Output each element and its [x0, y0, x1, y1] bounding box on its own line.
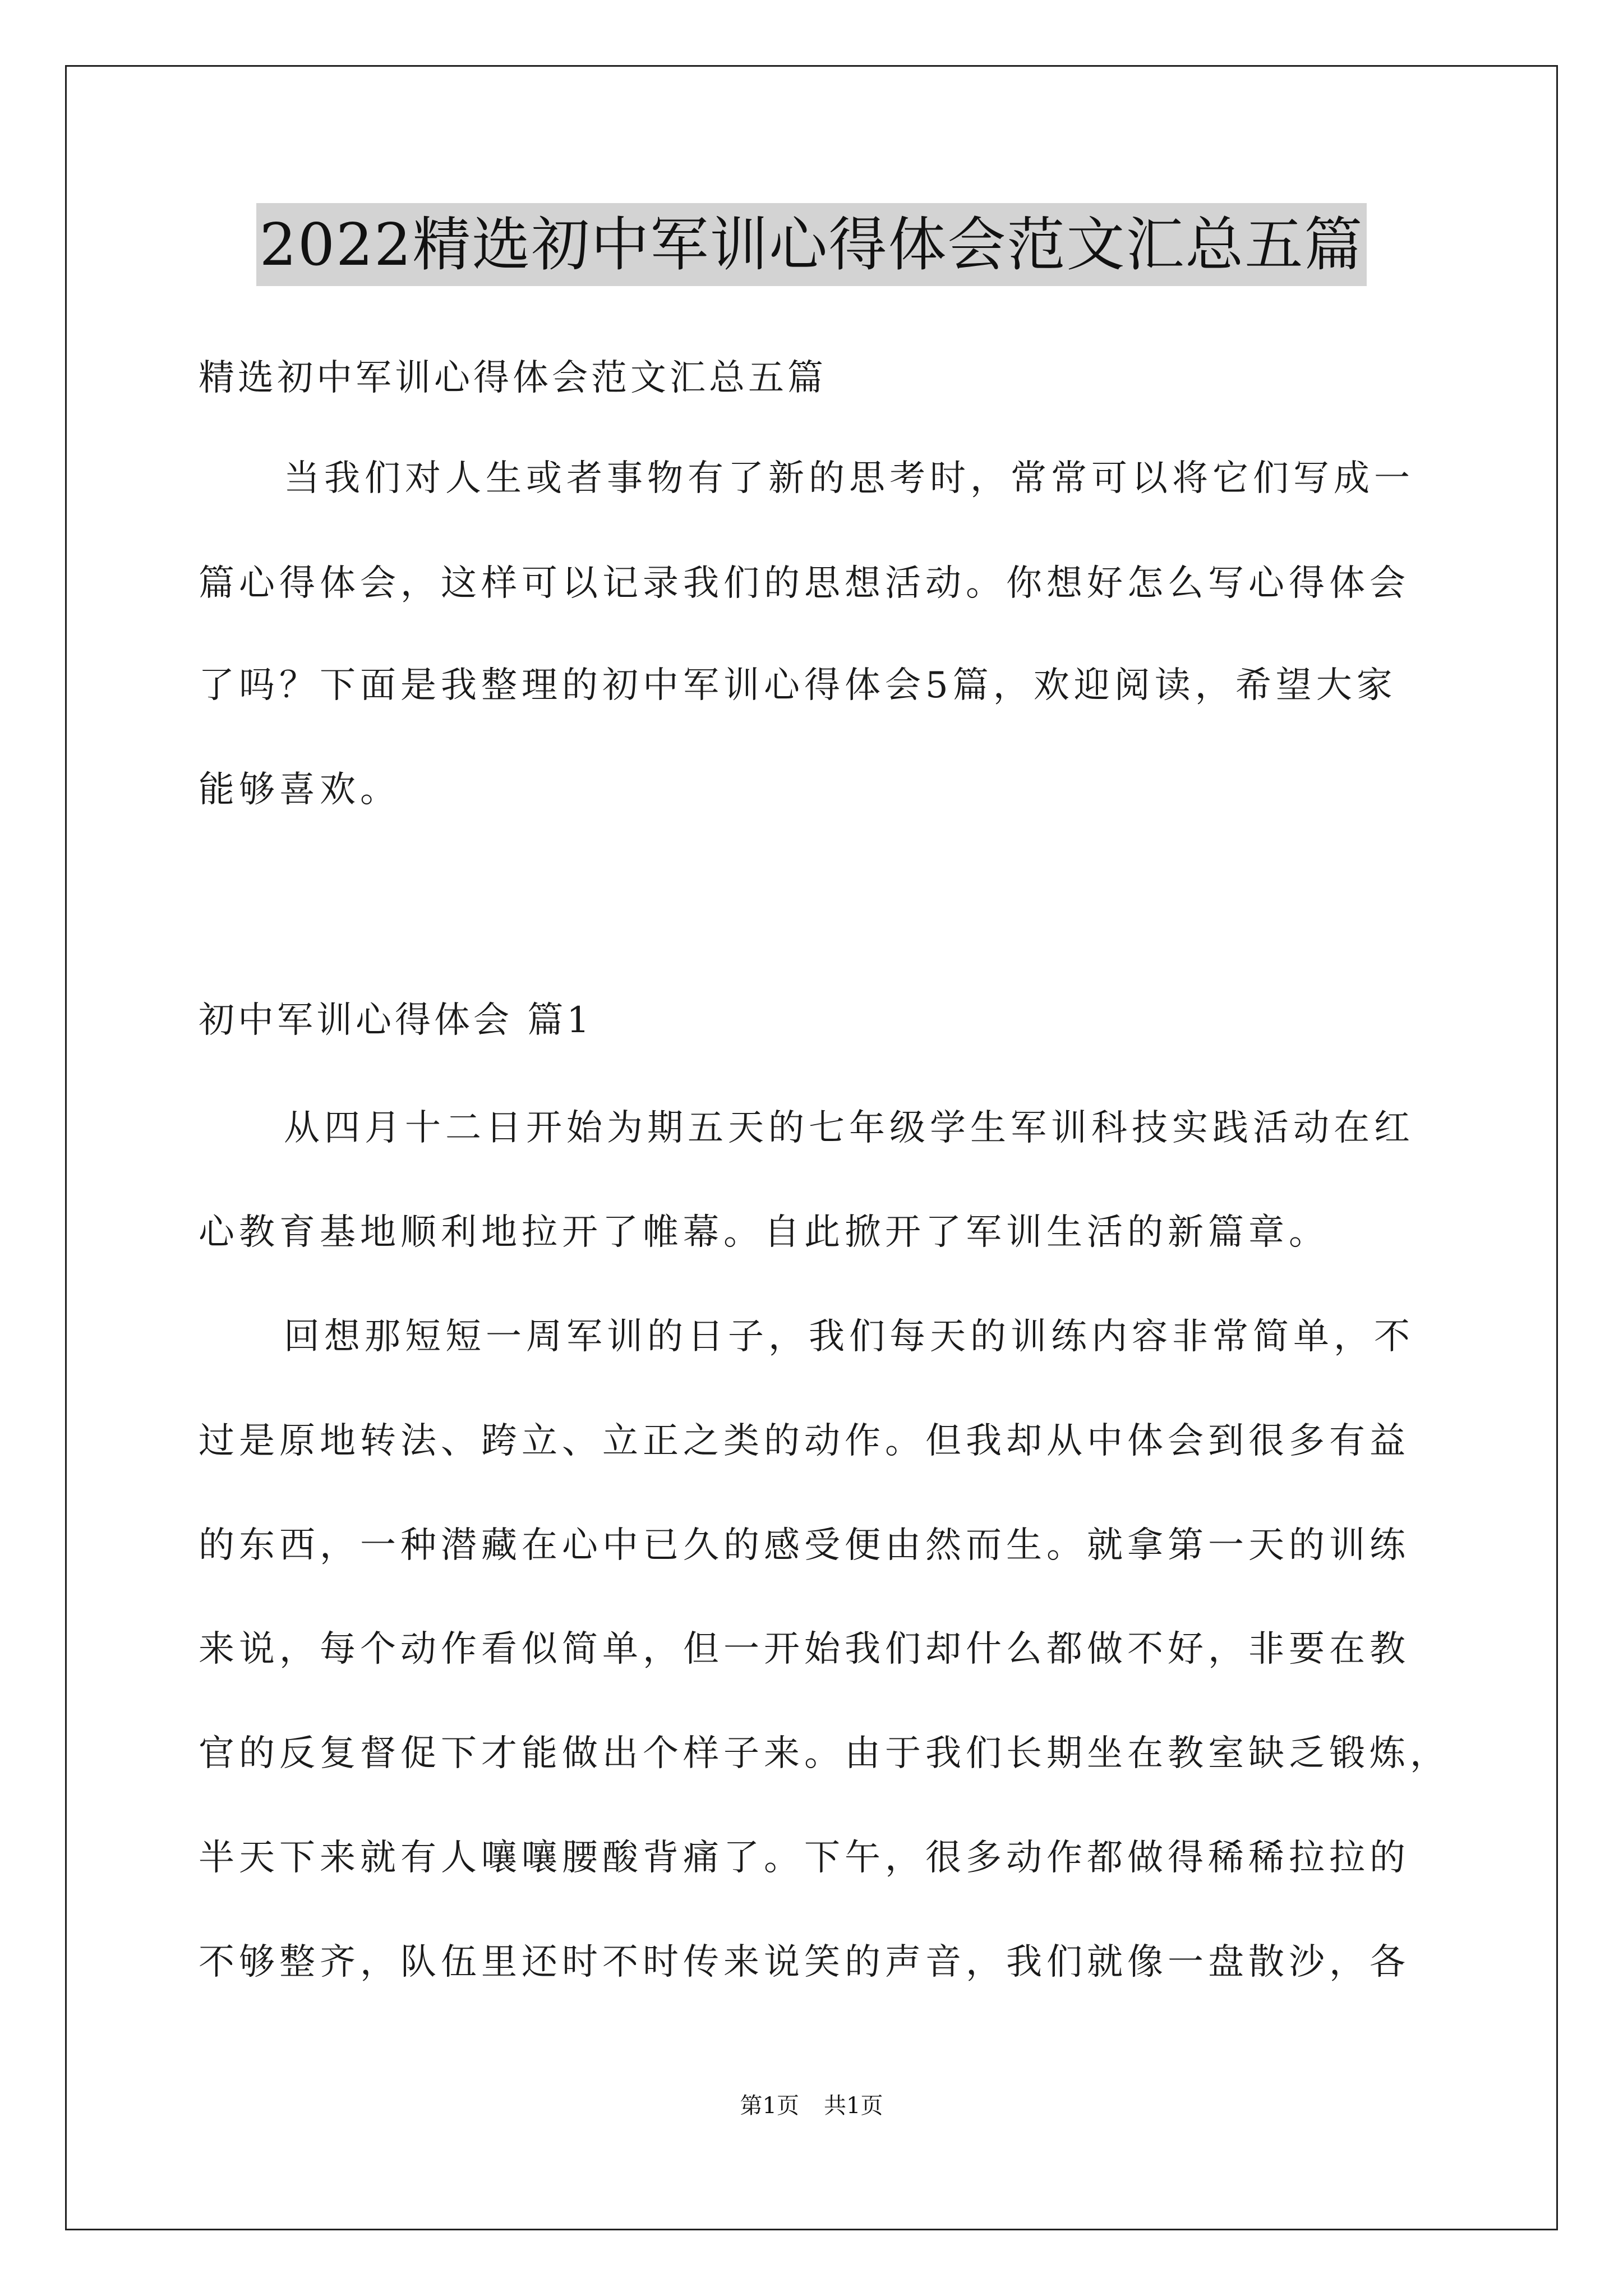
- intro-line-1: 当我们对人生或者事物有了新的思考时，常常可以将它们写成一: [284, 458, 1414, 499]
- page-footer: [0, 2088, 1623, 2120]
- paragraph2-line-6: 半天下来就有人嚷嚷腰酸背痛了。下午，很多动作都做得稀稀拉拉的: [199, 1837, 1410, 1879]
- paragraph2-line-7: 不够整齐，队伍里还时不时传来说笑的声音，我们就像一盘散沙，各: [199, 1941, 1410, 1983]
- title-container: [0, 203, 1623, 286]
- page-number: 第1页: [740, 2093, 799, 2119]
- paragraph1-line-1: 从四月十二日开始为期五天的七年级学生军训科技实践活动在红: [284, 1107, 1414, 1149]
- document-title: 2022精选初中军训心得体会范文汇总五篇: [256, 203, 1367, 286]
- paragraph2-line-3: 的东西，一种潜藏在心中已久的感受便由然而生。就拿第一天的训练: [199, 1525, 1410, 1566]
- intro-line-4: 能够喜欢。: [199, 769, 400, 811]
- document-subtitle: 精选初中军训心得体会范文汇总五篇: [199, 357, 827, 399]
- intro-line-2: 篇心得体会，这样可以记录我们的思想活动。你想好怎么写心得体会: [199, 563, 1410, 604]
- paragraph2-line-4: 来说，每个动作看似简单，但一开始我们却什么都做不好，非要在教: [199, 1628, 1410, 1670]
- section-heading: 初中军训心得体会 篇1: [199, 1000, 593, 1041]
- page-total: 共1页: [824, 2093, 883, 2119]
- intro-line-3: 了吗？下面是我整理的初中军训心得体会5篇，欢迎阅读，希望大家: [199, 665, 1397, 706]
- paragraph2-line-1: 回想那短短一周军训的日子，我们每天的训练内容非常简单，不: [284, 1316, 1414, 1358]
- paragraph1-line-2: 心教育基地顺利地拉开了帷幕。自此掀开了军训生活的新篇章。: [199, 1212, 1329, 1253]
- paragraph2-line-2: 过是原地转法、跨立、立正之类的动作。但我却从中体会到很多有益: [199, 1420, 1410, 1462]
- paragraph2-line-5: 官的反复督促下才能做出个样子来。由于我们长期坐在教室缺乏锻炼，: [199, 1733, 1450, 1774]
